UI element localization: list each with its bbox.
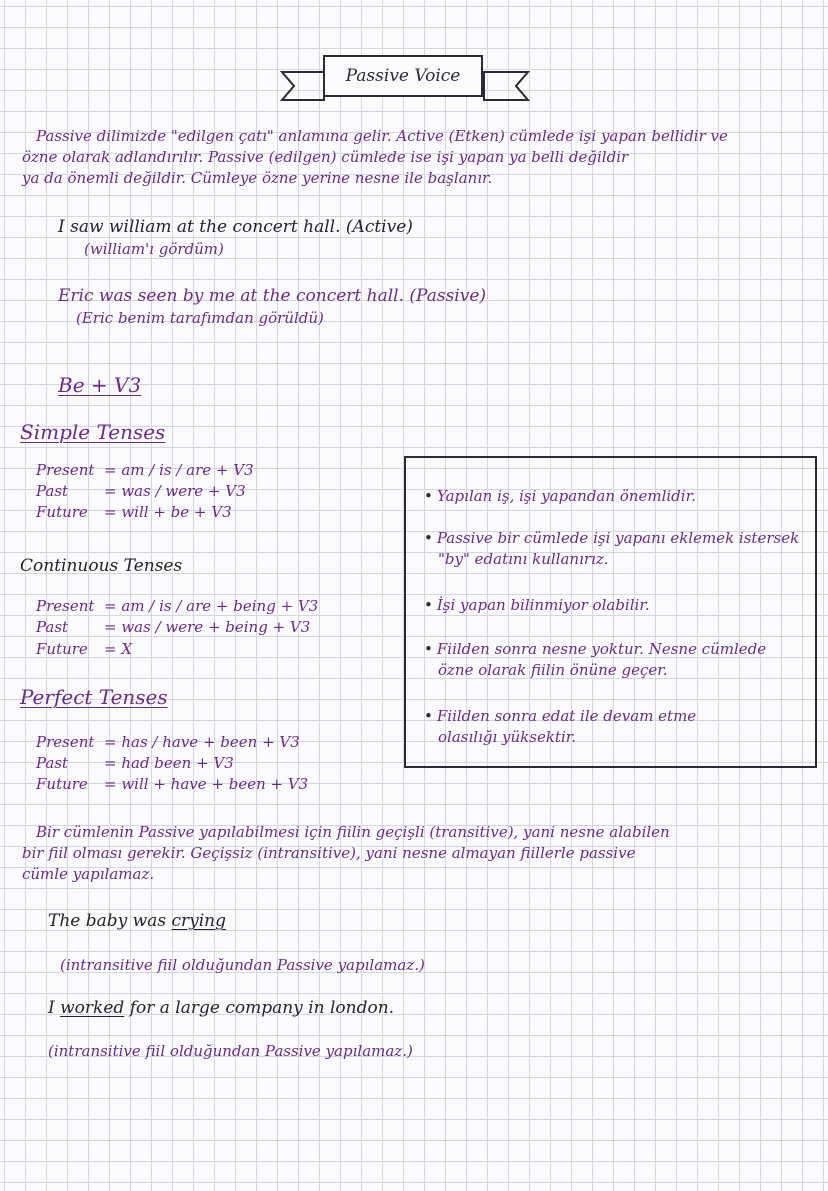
continuous-present-label: Present: [36, 597, 95, 615]
bullet-icon: •: [424, 640, 433, 658]
perfect-future-form: = will + have + been + V3: [104, 775, 309, 793]
simple-past-form: = was / were + V3: [104, 482, 246, 500]
notes-box: [404, 456, 817, 768]
simple-tenses-heading: Simple Tenses: [20, 420, 166, 444]
passive-formula: Be + V3: [58, 373, 142, 397]
perfect-present-label: Present: [36, 733, 95, 751]
bullet-icon: •: [424, 529, 433, 547]
note-item: • Fiilden sonra edat ile devam etme: [424, 707, 697, 725]
note-item-continued: olasılığı yüksektir.: [438, 728, 577, 746]
simple-past-label: Past: [36, 482, 69, 500]
note-item: • Yapılan iş, işi yapandan önemlidir.: [424, 487, 696, 505]
note-item: • Fiilden sonra nesne yoktur. Nesne cümlede: [424, 640, 767, 658]
transitive-line-3: cümle yapılamaz.: [22, 865, 155, 883]
note-item-continued: özne olarak fiilin önüne geçer.: [438, 661, 668, 679]
simple-future-label: Future: [36, 503, 88, 521]
example-intransitive-2: I worked for a large company in london.: [48, 998, 395, 1018]
note-item: • İşi yapan bilinmiyor olabilir.: [424, 596, 650, 614]
bullet-icon: •: [424, 707, 433, 725]
bullet-icon: •: [424, 596, 433, 614]
intro-line-3: ya da önemli değildir. Cümleye özne yerine nesne ile başlanır.: [22, 169, 493, 187]
intro-line-1: Passive dilimizde "edilgen çatı" anlamına gelir. Active (Etken) cümlede işi yapan bellidir ve: [36, 127, 728, 145]
continuous-tenses-heading: Continuous Tenses: [20, 556, 183, 576]
perfect-past-form: = had been + V3: [104, 754, 234, 772]
page-title: Passive Voice: [323, 55, 483, 97]
example-intransitive-1: The baby was crying: [48, 911, 227, 931]
bullet-icon: •: [424, 487, 433, 505]
continuous-future-form: = X: [104, 640, 133, 658]
intro-line-2: özne olarak adlandırılır. Passive (edilgen) cümlede ise işi yapan ya belli değildir: [22, 148, 629, 166]
example-active-sentence: I saw william at the concert hall. (Active): [58, 217, 413, 237]
simple-future-form: = will + be + V3: [104, 503, 232, 521]
example-passive-translation: (Eric benim tarafımdan görüldü): [76, 309, 324, 327]
perfect-present-form: = has / have + been + V3: [104, 733, 300, 751]
note-item-continued: "by" edatını kullanırız.: [438, 550, 609, 568]
transitive-line-2: bir fiil olması gerekir. Geçişsiz (intransitive), yani nesne almayan fiillerle passive: [22, 844, 636, 862]
continuous-present-form: = am / is / are + being + V3: [104, 597, 319, 615]
perfect-past-label: Past: [36, 754, 69, 772]
example-intransitive-2-note: (intransitive fiil olduğundan Passive yapılamaz.): [48, 1042, 413, 1060]
note-item: • Passive bir cümlede işi yapanı eklemek istersek: [424, 529, 800, 547]
continuous-past-label: Past: [36, 618, 69, 636]
simple-present-form: = am / is / are + V3: [104, 461, 254, 479]
perfect-future-label: Future: [36, 775, 88, 793]
example-active-translation: (william'ı gördüm): [84, 240, 224, 258]
simple-present-label: Present: [36, 461, 95, 479]
example-passive-sentence: Eric was seen by me at the concert hall. (Passive): [58, 286, 487, 306]
perfect-tenses-heading: Perfect Tenses: [20, 685, 168, 709]
continuous-past-form: = was / were + being + V3: [104, 618, 311, 636]
example-intransitive-1-note: (intransitive fiil olduğundan Passive yapılamaz.): [60, 956, 425, 974]
transitive-line-1: Bir cümlenin Passive yapılabilmesi için fiilin geçişli (transitive), yani nesne alabilen: [36, 823, 670, 841]
continuous-future-label: Future: [36, 640, 88, 658]
